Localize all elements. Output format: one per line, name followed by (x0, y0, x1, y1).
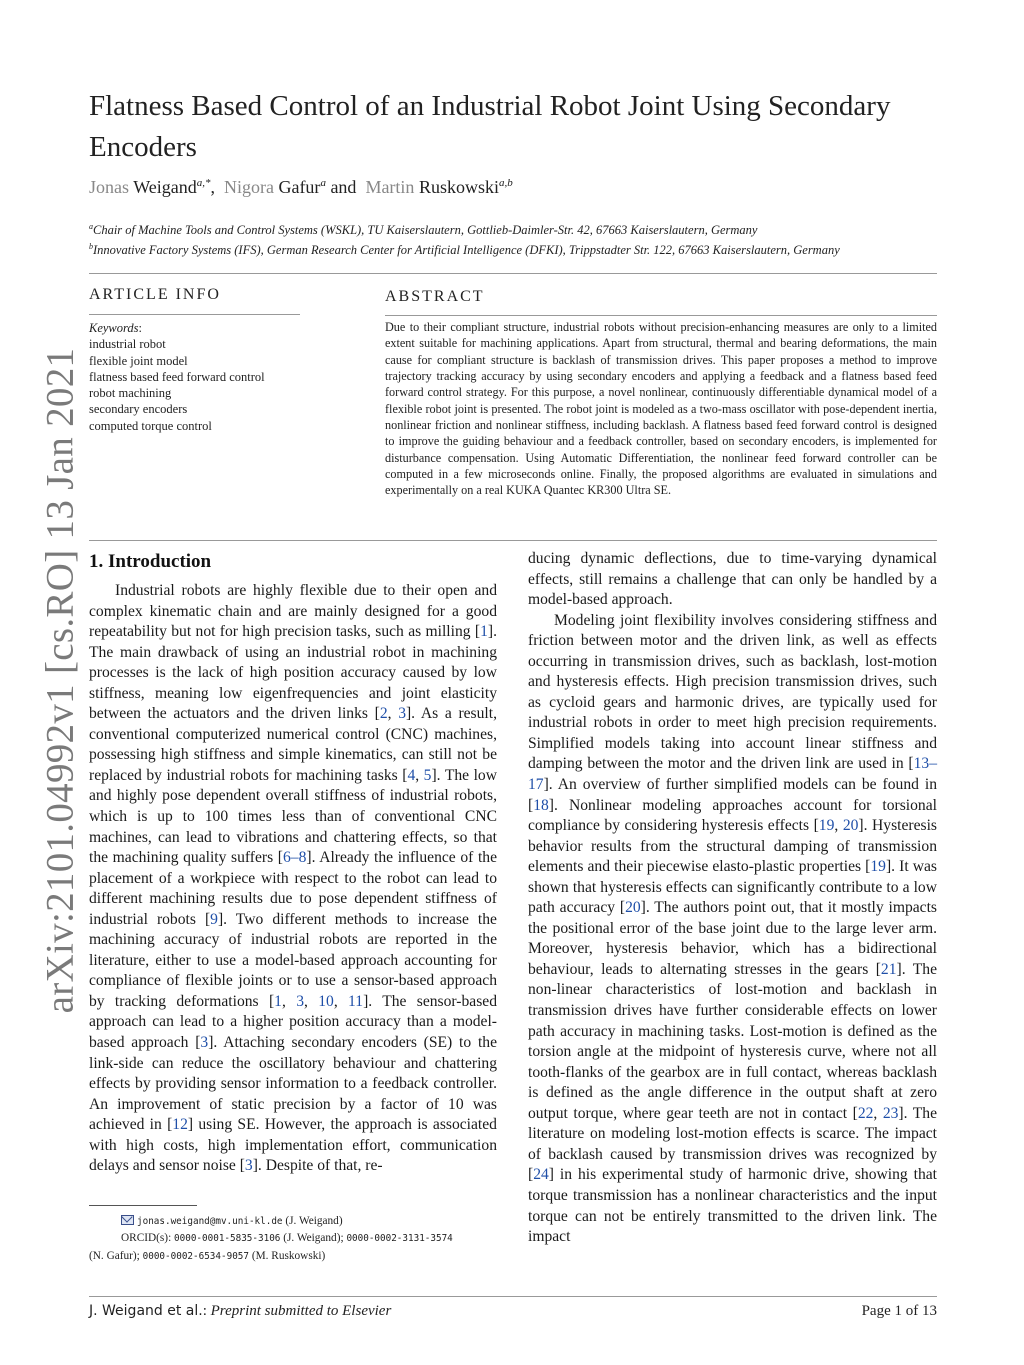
citation-link[interactable]: 1 (274, 992, 282, 1010)
keywords-label-line: Keywords: (89, 321, 143, 335)
orcid-link[interactable]: 0000-0002-3131-3574 (346, 1233, 453, 1245)
citation-link[interactable]: 22 (857, 1104, 874, 1122)
citation-link[interactable]: 3 (398, 705, 406, 723)
citation-link[interactable]: 5 (423, 766, 432, 784)
citation-link[interactable]: 6–8 (282, 849, 307, 867)
citation-link[interactable]: 19 (870, 858, 886, 876)
top-divider (89, 273, 937, 274)
footnote-email-line: jonas.weigand@mv.uni-kl.de (J. Weigand) (89, 1213, 509, 1230)
footnote (89, 1213, 509, 1265)
citation-link[interactable]: 9 (210, 910, 218, 928)
email-link[interactable]: jonas.weigand@mv.uni-kl.de (137, 1216, 283, 1227)
citation-link[interactable]: 24 (533, 1166, 549, 1184)
arxiv-stamp (30, 347, 90, 1013)
left-column (89, 581, 497, 1177)
keyword-item: computed torque control (89, 418, 212, 433)
affiliation-b: $^b$Innovative Factory Systems (IFS), German Research Center for Artificial Intelligence (DFKI), Trippstadter Str. 122, 67663 Kaiserslautern, Germany (89, 242, 840, 258)
citation-link[interactable]: 3 (200, 1034, 209, 1052)
affiliation-a: $^a$Chair of Machine Tools and Control Systems (WSKL), TU Kaiserslautern, Gottlieb-Daimler-Str. 42, 67663 Kaiserslautern, Germany (89, 222, 758, 238)
author-3: Martin Ruskowski$^{a,b}$ (365, 177, 513, 197)
citation-link[interactable]: 20 (842, 817, 859, 835)
keyword-item: robot machining (89, 386, 172, 401)
citation-link[interactable]: 1 (480, 623, 488, 641)
citation-link[interactable]: 13–17 (528, 755, 937, 794)
abstract-rule (385, 315, 937, 316)
article-info-rule (89, 314, 300, 315)
author-1: Jonas Weigand$^{a,*}$ (89, 177, 211, 197)
citation-link[interactable]: 12 (172, 1116, 188, 1134)
author-2: Nigora Gafur$^a$ (223, 177, 326, 197)
author-line: Jonas Weigand$^{a,*}$, Nigora Gafur$^a$ and Martin Ruskowski$^{a,b}$ (89, 177, 513, 197)
keywords-list (89, 320, 309, 434)
paragraph: Industrial robots are highly flexible due to their open and complex kinematic chain and are mainly designed for a good repeatability but not for high precision tasks, such as milling [1]. The main drawback of using an industrial robot in machining processes is the lack of high position accuracy caused by low stiffness, meaning low eigenfrequencies and joint elasticity between the actuators and the driven links [2, 3]. As a result, conventional computerized numerical control (CNC) machines, possessing high stiffness and simple kinematics, can still not be replaced by industrial robots for machining tasks [4, 5]. The low and highly pose dependent overall stiffness of industrial robots, which is up to 100 times less than of conventional CNC machines, can lead to vibrations and chattering effects, so that the machining quality suffers [6–8]. Already the influence of the placement of a workpiece with respect to the robot can lead to different machining results due to pose dependent stiffness of industrial robots [9]. Two different methods to increase the machining accuracy of industrial robots are reported in the literature, either to use a model-based approach accounting for compliance of flexible joints or to use a sensor-based approach by tracking deformations [1, 3, 10, 11]. The sensor-based approach can lead to a higher position accuracy than a model-based approach [3]. Attaching secondary encoders (SE) to the link-side can reduce the oscillatory behaviour and chattering effects by providing sensor information to a feedback controller. An improvement of static precision by a factor of 10 was achieved in [12] using SE. However, the approach is associated with high costs, high implementation effort, communication delays and sensor noise [3]. Despite of that, re- (89, 582, 498, 1175)
right-column (528, 549, 937, 1248)
citation-link[interactable]: 3 (296, 992, 304, 1010)
abstract-heading: ABSTRACT (385, 288, 485, 305)
keyword-item: industrial robot (89, 337, 166, 352)
citation-link[interactable]: 11 (348, 992, 364, 1010)
orcid-link[interactable]: 0000-0001-5835-3106 (174, 1233, 281, 1245)
citation-link[interactable]: 18 (533, 796, 549, 814)
keyword-item: flexible joint model (89, 353, 188, 368)
orcid-link[interactable]: 0000-0002-6534-9057 (142, 1250, 249, 1262)
footnote-orcid-line-2: (N. Gafur); 0000-0002-6534-9057 (M. Ruskowski) (89, 1249, 326, 1262)
footer-rule (89, 1296, 937, 1297)
citation-link[interactable]: 19 (818, 817, 835, 835)
footer-left: J. Weigand et al.: Preprint submitted to Elsevier (89, 1303, 392, 1319)
citation-link[interactable]: 20 (625, 899, 641, 917)
envelope-icon (121, 1215, 134, 1225)
abstract-text: Due to their compliant structure, industrial robots without precision-enhancing measures are only to a limited extent suitable for machining applications. Apart from structural, thermal and bearing deformations, the main cause for compliant structure is backlash of transmission drives. This paper proposes a method to improve trajectory tracking accuracy by using secondary encoders and applying a feedback and a flatness based feed forward control strategy. For this purpose, a novel nonlinear, continuously differentiable dynamical model of a flexible robot joint is presented. The robot joint is modeled as a two-mass oscillator with pose-dependent inertia, nonlinear friction and nonlinear stiffness, including backlash. A flatness based feed forward control is designed to improve the guiding behaviour and a feedback controller, based on secondary encoders, is implemented for disturbance compensation. Using Automatic Differentiation, the nonlinear feed forward controller can be computed in a few microseconds online. Finally, the proposed algorithms are evaluated in simulations and experimentally on a real KUKA Quantec KR300 Ultra SE. (385, 320, 937, 498)
arxiv-stamp-text: arXiv:2101.04992v1 [cs.RO] 13 Jan 2021 (38, 347, 82, 1013)
section-heading: 1. Introduction (89, 551, 212, 572)
paragraph: Modeling joint flexibility involves considering stiffness and friction between motor and the driven link, as well as effects occurring in transmission drives, such as backlash, lost-motion and hysteresis effects. High precision transmission drives, such as cycloid gears and harmonic drives, are typically used for industrial robots in order to meet high precision requirements. Simplified models taking into account linear stiffness and damping between the motor and the driven link are used in [13–17]. An overview of further simplified models can be found in [18]. Nonlinear modeling approaches account for torsional compliance by considering hysteresis effects [19, 20]. Hysteresis behavior results from the structural damping of transmission elements and their piecewise elasto-plastic properties [19]. It was shown that hysteresis effects can significantly contribute to a low path accuracy [20]. The authors point out, that it mostly impacts the positional error of the base joint due to the large lever arm. Moreover, hysteresis behavior, which has a bidirectional behaviour, leads to alternating stresses in the gears [21]. The non-linear characteristics of lost-motion and backlash in transmission drives have further considerable effects on lower path accuracy in machining tasks. Lost-motion is defined as the torsion angle at the midpoint of hysteresis curve, where not all tooth-flanks of the gearbox are in full contact, whereas backlash is defined as the angle difference in the output shaft at zero output torque, where gear teeth are not in contact [22, 23]. The literature on modeling lost-motion effects is scarce. The impact of backlash caused by transmission drives was recognized by [24] in his experimental study of harmonic drive, showing that torque transmission has a nonlinear characteristics and the input torque can not be entirely transmitted to the driven link. The impact (528, 611, 938, 1246)
citation-link[interactable]: 4 (407, 766, 416, 784)
citation-link[interactable]: 2 (379, 705, 388, 723)
keyword-item: flatness based feed forward control (89, 369, 265, 384)
footnote-rule (89, 1205, 197, 1206)
citation-link[interactable]: 10 (318, 992, 334, 1010)
citation-link[interactable]: 3 (244, 1157, 253, 1175)
citation-link[interactable]: 23 (882, 1104, 899, 1122)
article-info-heading: ARTICLE INFO (89, 286, 221, 303)
citation-link[interactable]: 21 (880, 960, 897, 978)
keyword-item: secondary encoders (89, 402, 188, 417)
paragraph: ducing dynamic deflections, due to time-varying dynamical effects, still remains a challenge that can only be handled by a model-based approach. (528, 550, 937, 609)
footnote-orcid-line: ORCID(s): 0000-0001-5835-3106 (J. Weigand); 0000-0002-3131-3574 (121, 1232, 453, 1245)
paper-title: Flatness Based Control of an Industrial Robot Joint Using Secondary Encoders (89, 90, 891, 163)
body-divider (89, 540, 937, 541)
page-number: Page 1 of 13 (861, 1303, 937, 1319)
